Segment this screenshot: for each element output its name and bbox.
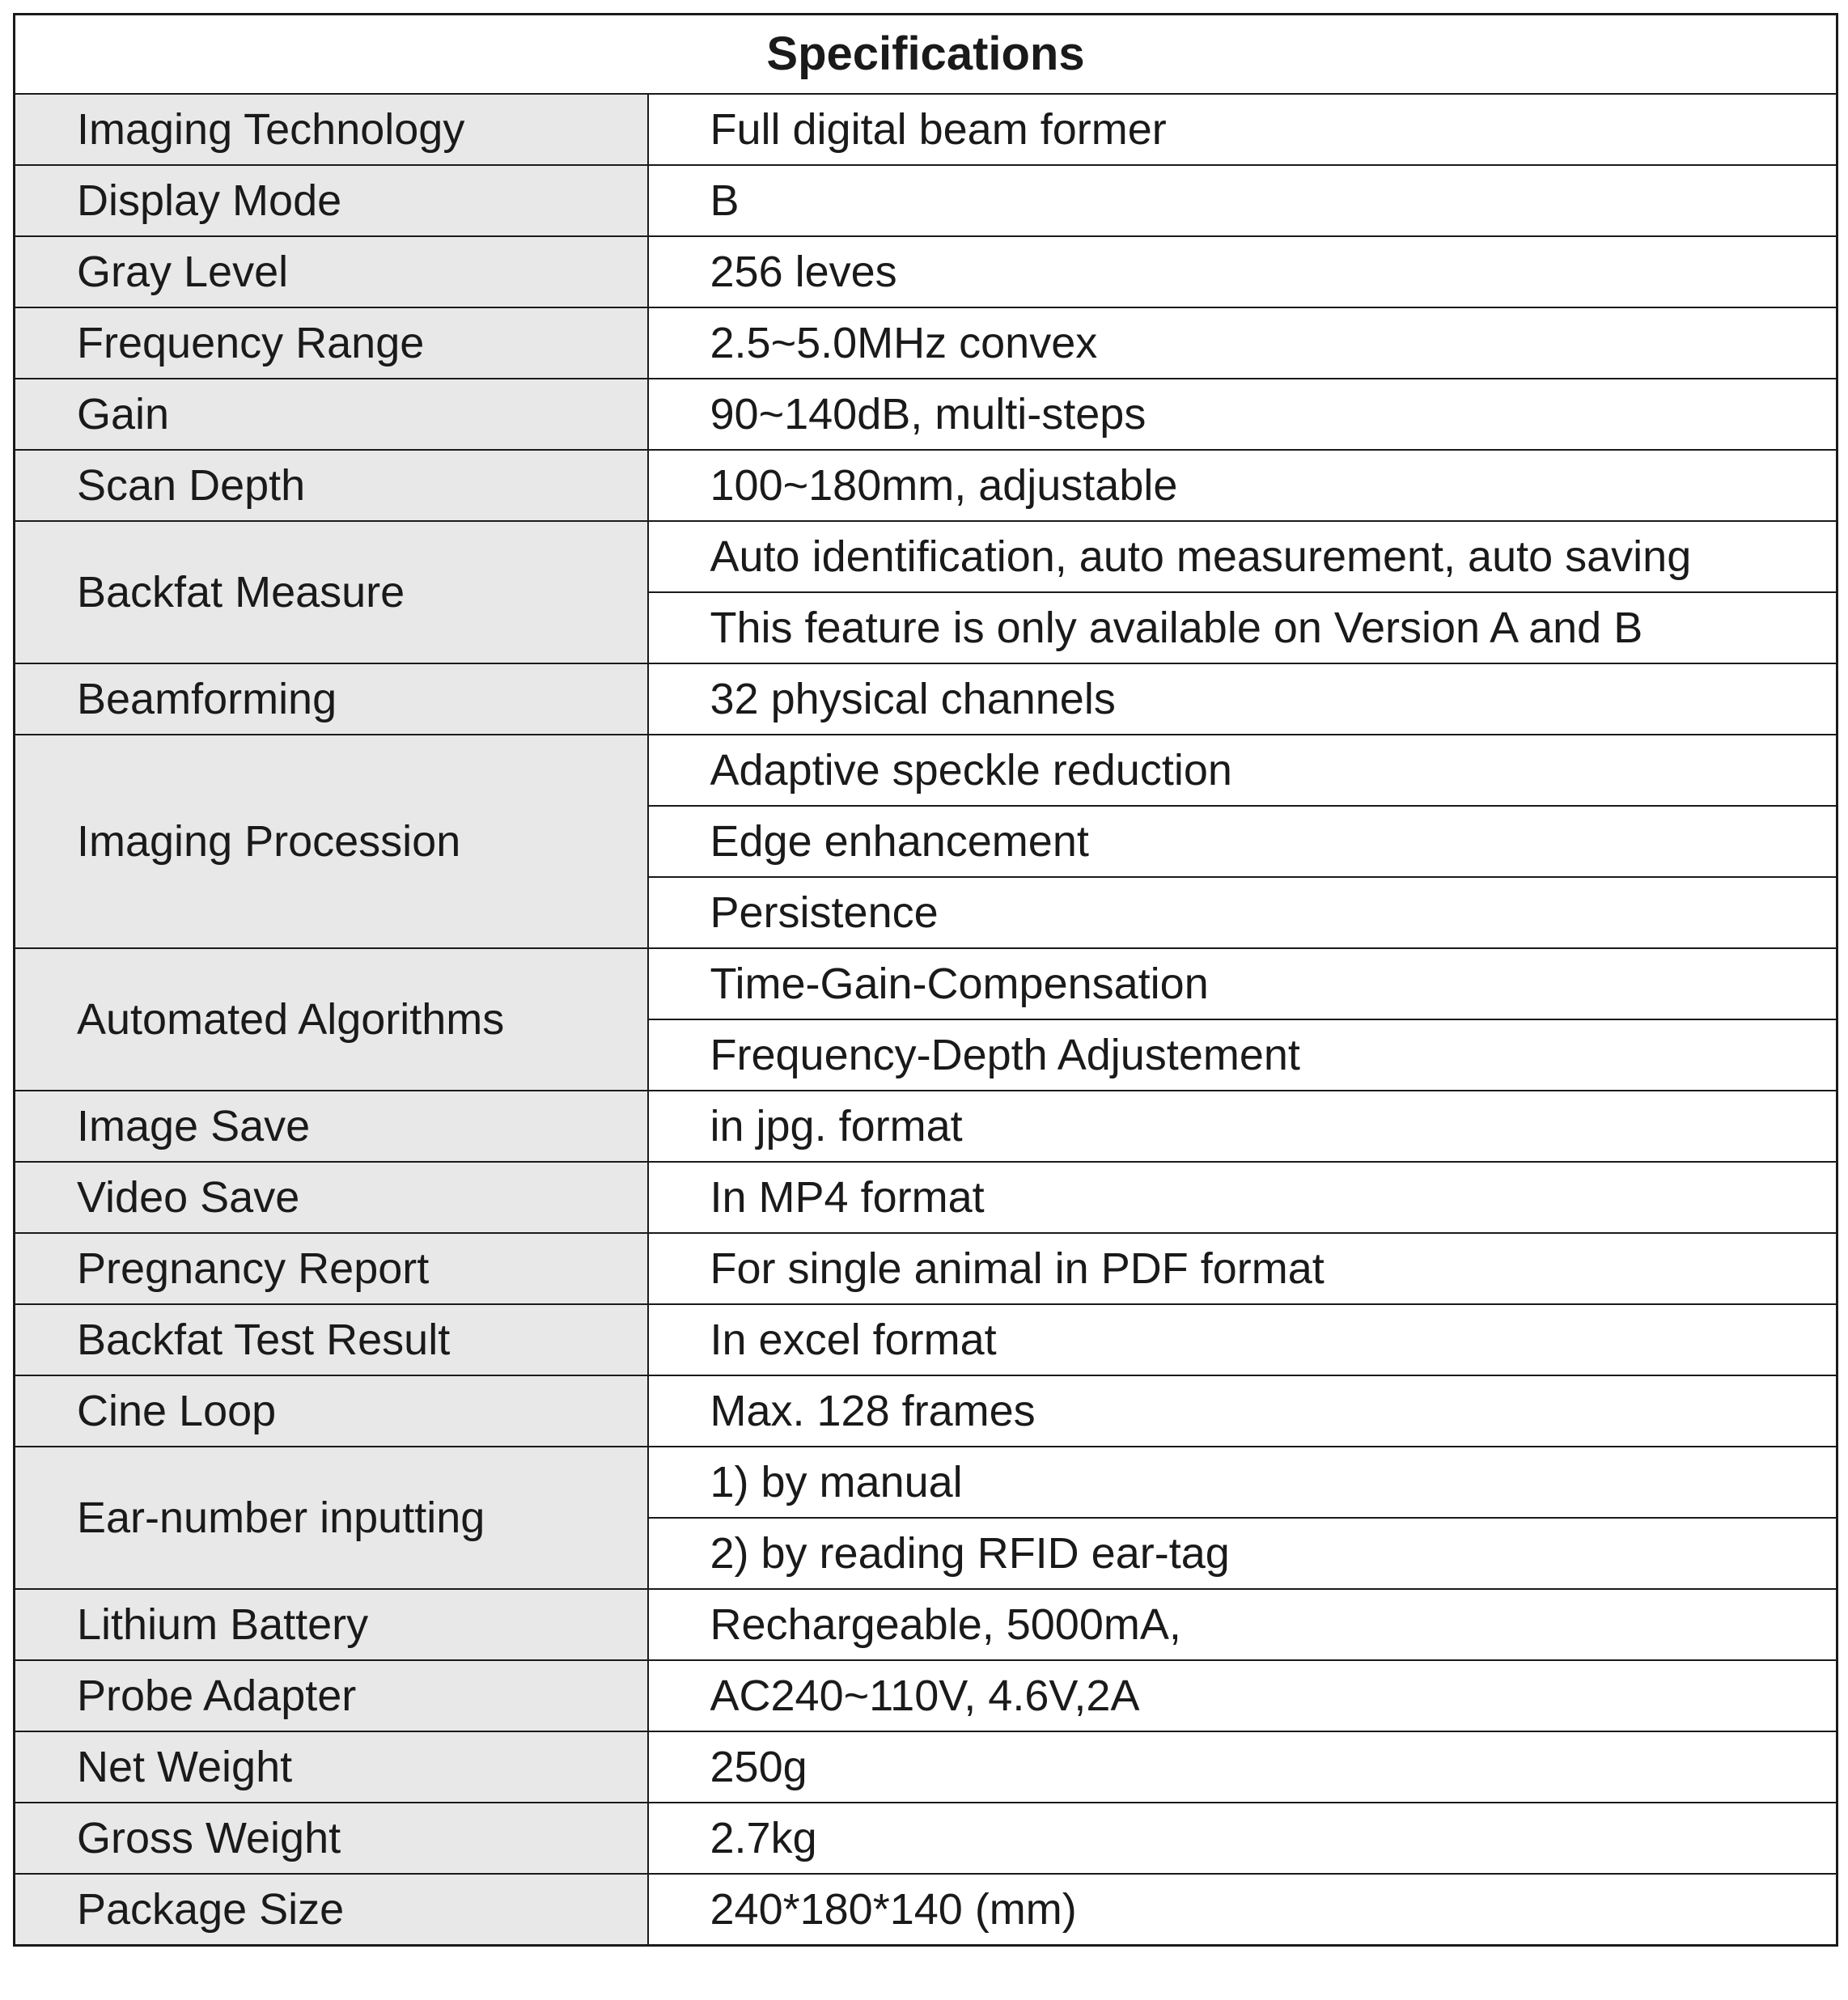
spec-label: Image Save [15,1091,648,1162]
table-row [15,379,1837,450]
table-row [15,165,1837,236]
spec-label: Backfat Measure [15,521,648,663]
spec-label: Gray Level [15,236,648,307]
spec-label: Backfat Test Result [15,1304,648,1375]
table-row [15,1233,1837,1304]
title-row [15,15,1837,95]
spec-label: Cine Loop [15,1375,648,1447]
spec-value: Time-Gain-Compensation [648,948,1837,1019]
table-row [15,1091,1837,1162]
table-row [15,450,1837,521]
spec-value: Adaptive speckle reduction [648,735,1837,806]
spec-label: Lithium Battery [15,1589,648,1660]
table-row [15,94,1837,165]
spec-label: Pregnancy Report [15,1233,648,1304]
table-row [15,663,1837,735]
spec-value: In excel format [648,1304,1837,1375]
spec-label: Video Save [15,1162,648,1233]
spec-label: Frequency Range [15,307,648,379]
spec-label: Display Mode [15,165,648,236]
table-row [15,735,1837,806]
spec-value: Persistence [648,877,1837,948]
spec-value: B [648,165,1837,236]
spec-label: Imaging Technology [15,94,648,165]
spec-label: Net Weight [15,1731,648,1803]
table-row [15,1375,1837,1447]
spec-label: Automated Algorithms [15,948,648,1091]
spec-value: Rechargeable, 5000mA, [648,1589,1837,1660]
spec-value: 90~140dB, multi-steps [648,379,1837,450]
spec-value: Edge enhancement [648,806,1837,877]
table-row [15,948,1837,1019]
spec-value: Auto identification, auto measurement, auto saving [648,521,1837,592]
table-row [15,1589,1837,1660]
spec-value: 2) by reading RFID ear-tag [648,1518,1837,1589]
spec-label: Ear-number inputting [15,1447,648,1589]
table-row [15,1304,1837,1375]
spec-value: 2.7kg [648,1803,1837,1874]
spec-label: Gross Weight [15,1803,648,1874]
spec-label: Imaging Procession [15,735,648,948]
table-row [15,236,1837,307]
spec-value: Max. 128 frames [648,1375,1837,1447]
spec-value: 100~180mm, adjustable [648,450,1837,521]
spec-label: Probe Adapter [15,1660,648,1731]
spec-value: 256 leves [648,236,1837,307]
spec-label: Package Size [15,1874,648,1946]
table-row [15,1660,1837,1731]
spec-value: 240*180*140 (mm) [648,1874,1837,1946]
spec-label: Scan Depth [15,450,648,521]
spec-value: For single animal in PDF format [648,1233,1837,1304]
spec-value: 250g [648,1731,1837,1803]
spec-value: Full digital beam former [648,94,1837,165]
spec-label: Gain [15,379,648,450]
spec-value: AC240~110V, 4.6V,2A [648,1660,1837,1731]
table-row [15,1447,1837,1518]
table-row [15,521,1837,592]
specifications-table [13,13,1838,1947]
table-title: Specifications [15,15,1837,95]
spec-value: This feature is only available on Version A and B [648,592,1837,663]
spec-value: in jpg. format [648,1091,1837,1162]
table-row [15,307,1837,379]
spec-value: Frequency-Depth Adjustement [648,1019,1837,1091]
spec-value: In MP4 format [648,1162,1837,1233]
table-row [15,1874,1837,1946]
specifications-body [15,94,1837,1946]
spec-label: Beamforming [15,663,648,735]
spec-value: 2.5~5.0MHz convex [648,307,1837,379]
spec-value: 1) by manual [648,1447,1837,1518]
table-row [15,1803,1837,1874]
table-row [15,1731,1837,1803]
table-row [15,1162,1837,1233]
spec-value: 32 physical channels [648,663,1837,735]
